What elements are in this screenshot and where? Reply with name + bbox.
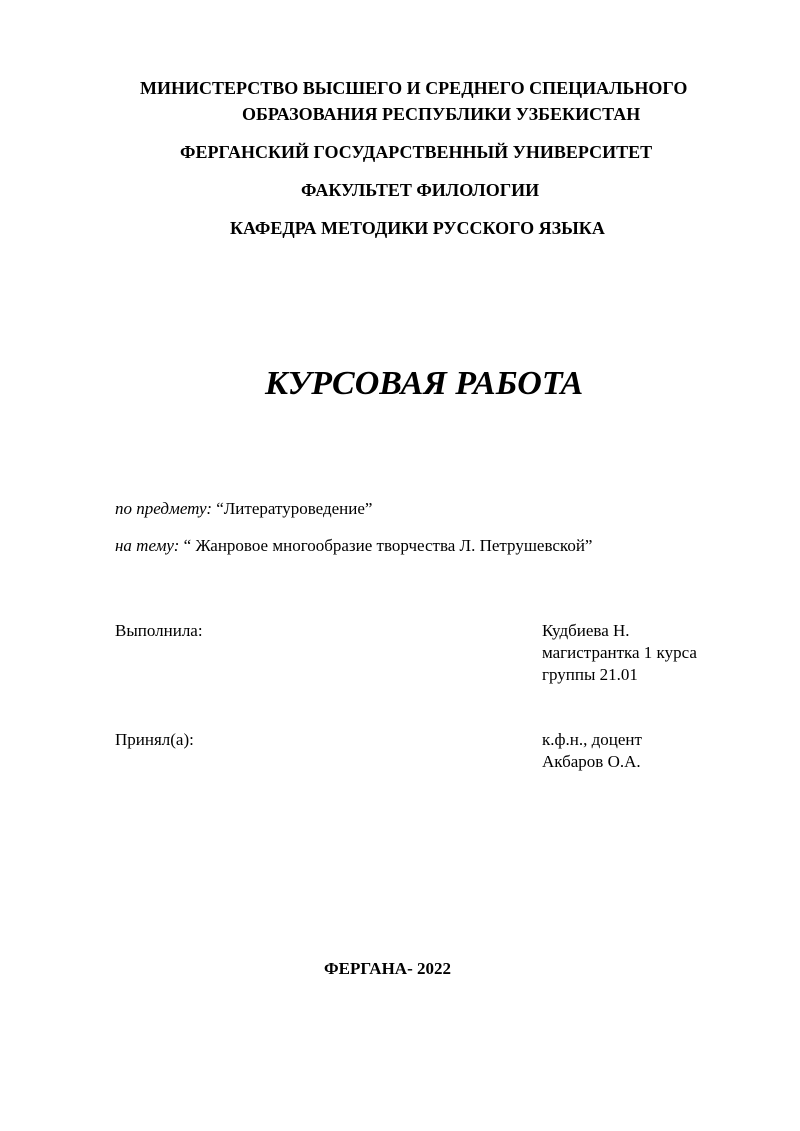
subject-line [115, 500, 372, 517]
accepted-label: Принял(а): [115, 730, 194, 749]
faculty-name: ФАКУЛЬТЕТ ФИЛОЛОГИИ [301, 180, 540, 200]
performed-label: Выполнила: [115, 621, 203, 640]
department-name: КАФЕДРА МЕТОДИКИ РУССКОГО ЯЗЫКА [230, 218, 605, 238]
university-name: ФЕРГАНСКИЙ ГОСУДАРСТВЕННЫЙ УНИВЕРСИТЕТ [180, 142, 653, 162]
accepted-name: Акбаров О.А. [542, 752, 641, 771]
topic-label: на тему: [115, 536, 180, 555]
performed-course: магистрантка 1 курса [542, 643, 697, 662]
performed-name: Кудбиева Н. [542, 621, 630, 640]
subject-value: “Литературоведение” [216, 499, 373, 518]
performed-group: группы 21.01 [542, 665, 638, 684]
ministry-line-2: ОБРАЗОВАНИЯ РЕСПУБЛИКИ УЗБЕКИСТАН [242, 104, 641, 124]
document-title: КУРСОВАЯ РАБОТА [265, 365, 584, 402]
topic-line [115, 537, 592, 554]
topic-value: “ Жанровое многообразие творчества Л. Петрушевской” [183, 536, 593, 555]
ministry-line-1: МИНИСТЕРСТВО ВЫСШЕГО И СРЕДНЕГО СПЕЦИАЛЬНОГО [140, 78, 688, 98]
accepted-degree: к.ф.н., доцент [542, 730, 642, 749]
city-year: ФЕРГАНА- 2022 [324, 959, 451, 978]
subject-label: по предмету: [115, 499, 212, 518]
